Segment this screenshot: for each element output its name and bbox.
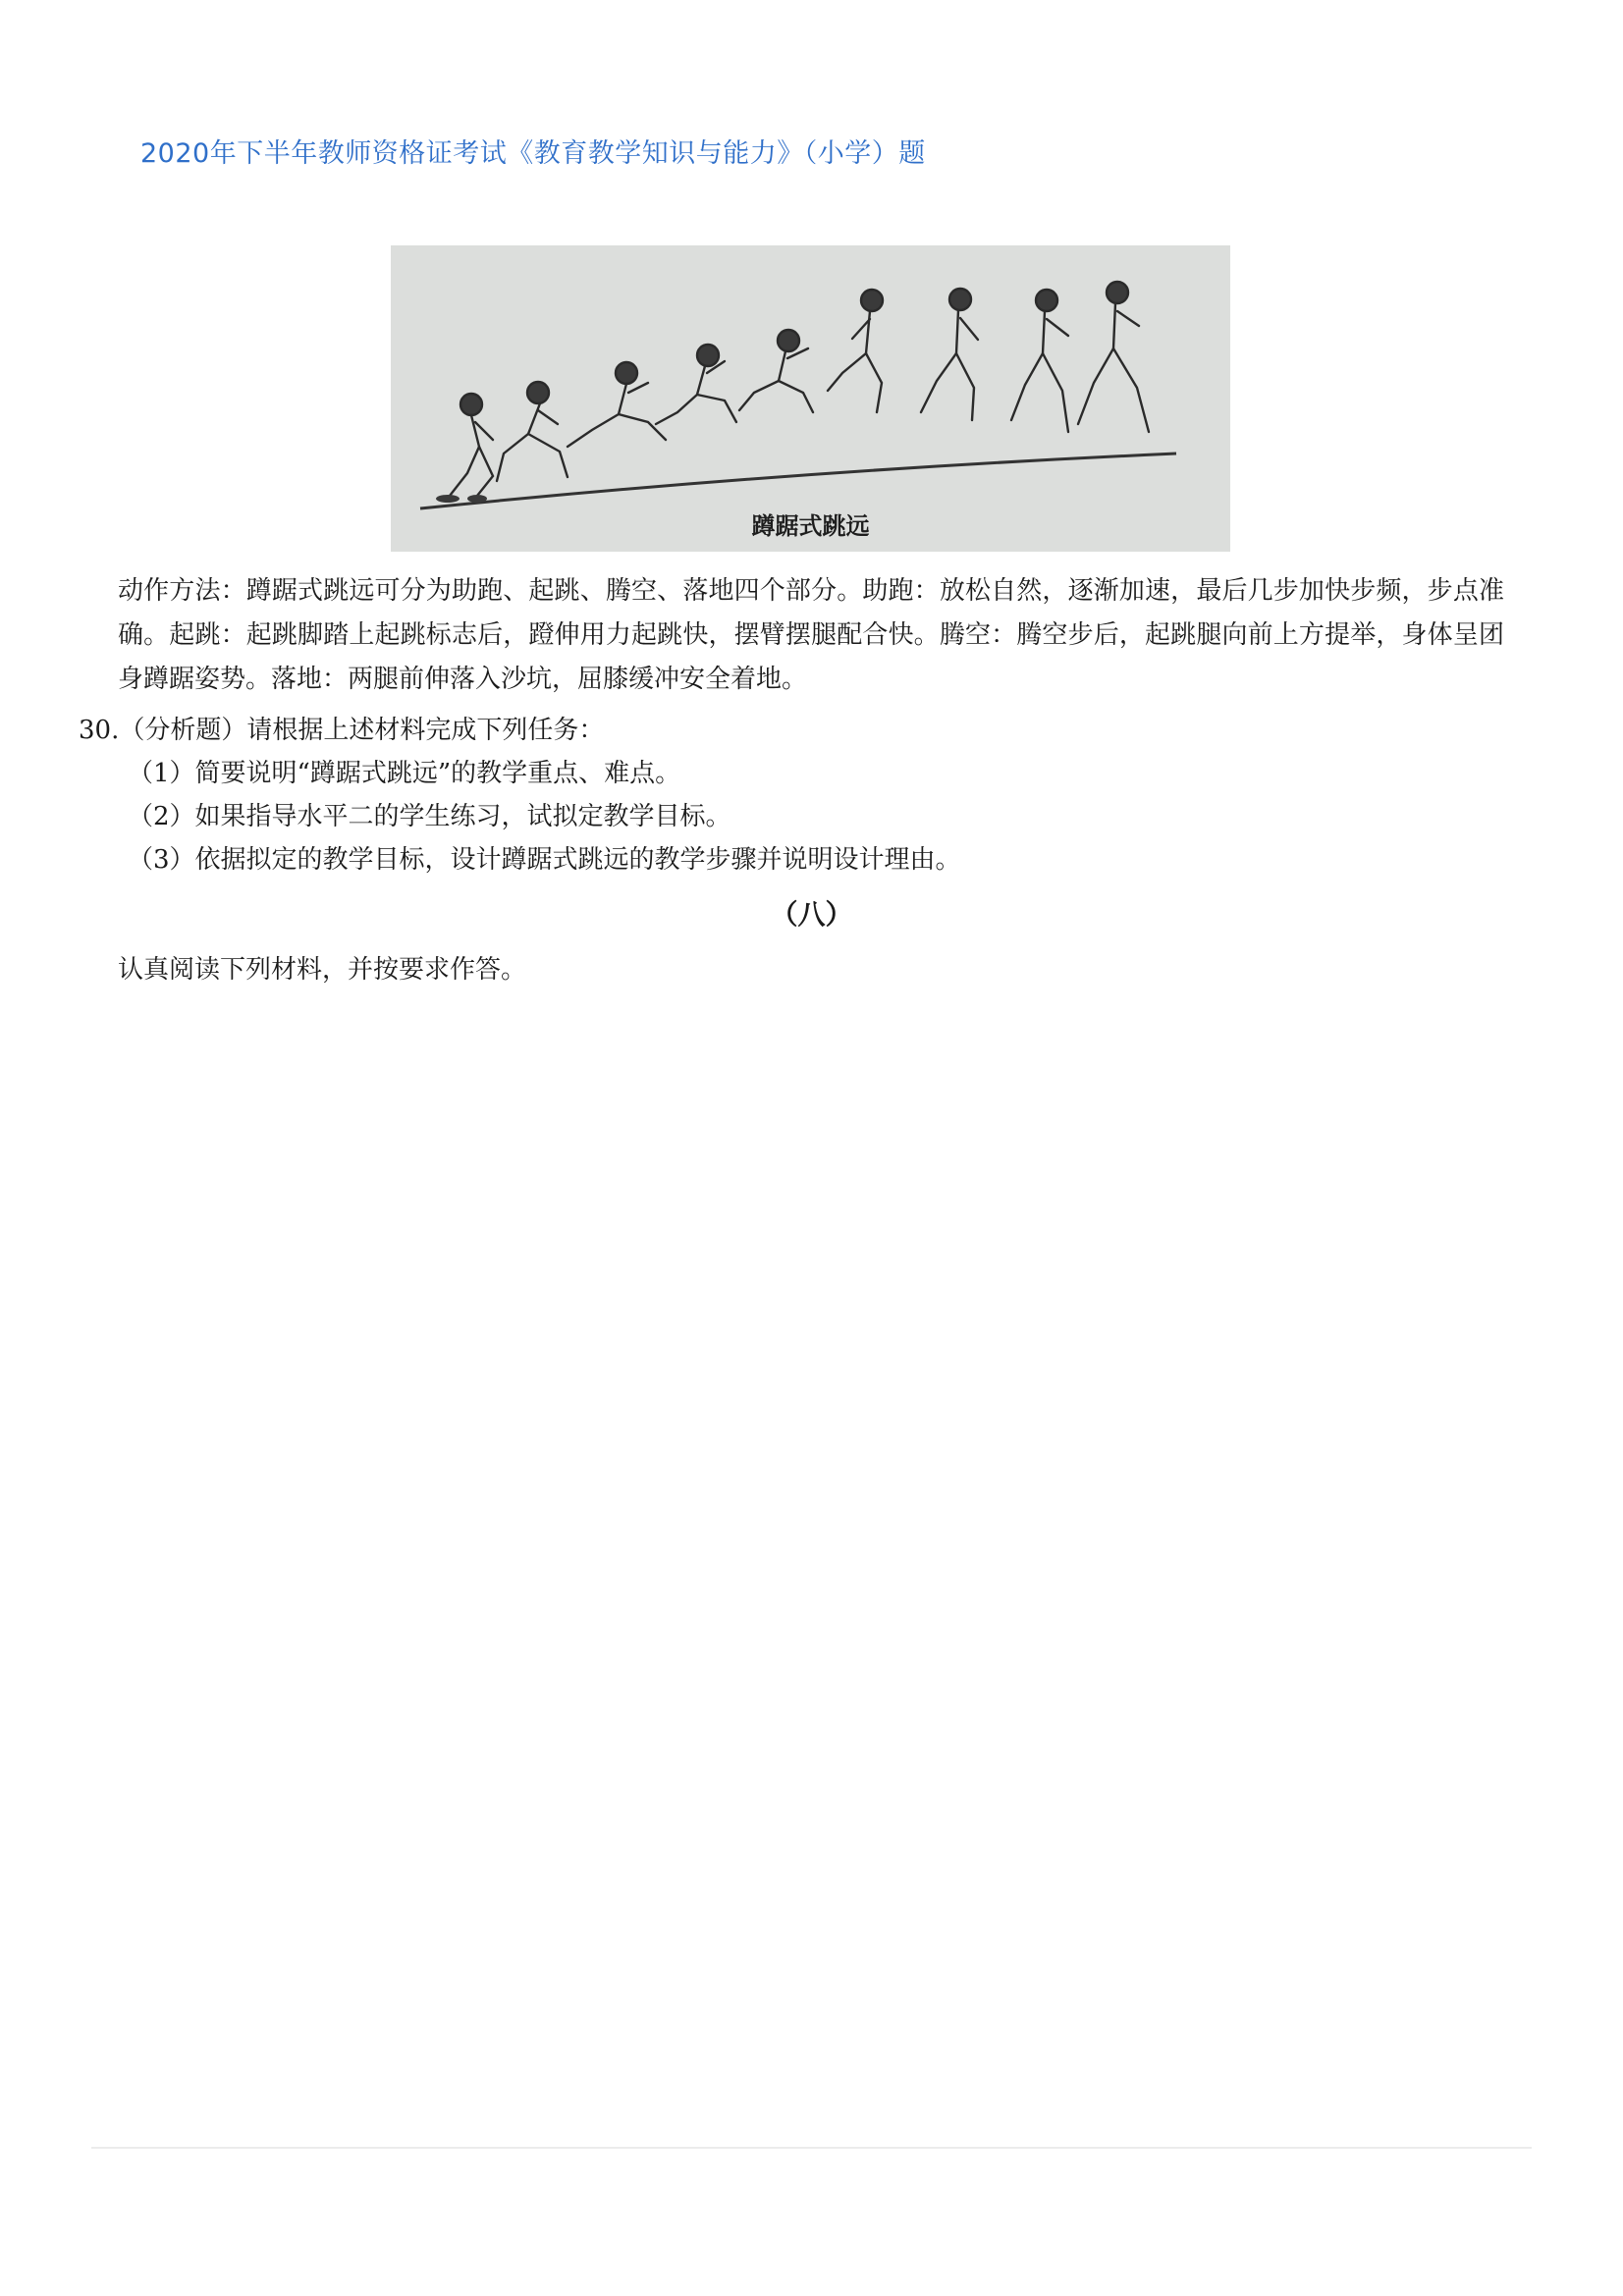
task-item: （3）依据拟定的教学目标，设计蹲踞式跳远的教学步骤并说明设计理由。 bbox=[128, 845, 961, 875]
footer-divider bbox=[91, 2147, 1532, 2149]
long-jump-illustration bbox=[391, 245, 1230, 552]
task-item: （1）简要说明“蹲踞式跳远”的教学重点、难点。 bbox=[128, 759, 681, 788]
question-prompt: 30.（分析题）请根据上述材料完成下列任务： bbox=[79, 716, 605, 745]
page-header-title: 2020年下半年教师资格证考试《教育教学知识与能力》（小学）题 bbox=[140, 138, 926, 169]
figure-caption: 蹲踞式跳远 bbox=[751, 512, 870, 540]
section-instruction: 认真阅读下列材料，并按要求作答。 bbox=[118, 955, 527, 985]
material-paragraph: 动作方法：蹲踞式跳远可分为助跑、起跳、腾空、落地四个部分。助跑：放松自然，逐渐加速，最后几步加快步频，步点准确。起跳：起跳脚踏上起跳标志后，蹬伸用力起跳快，摆臂摆腿配合快。腾空：腾空步后，起跳腿向前上方提举，身体呈团身蹲踞姿势。落地：两腿前伸落入沙坑，屈膝缓冲安全着地。 bbox=[118, 576, 1504, 694]
section-heading: （八） bbox=[770, 898, 853, 931]
task-item: （2）如果指导水平二的学生练习，试拟定教学目标。 bbox=[128, 802, 731, 831]
